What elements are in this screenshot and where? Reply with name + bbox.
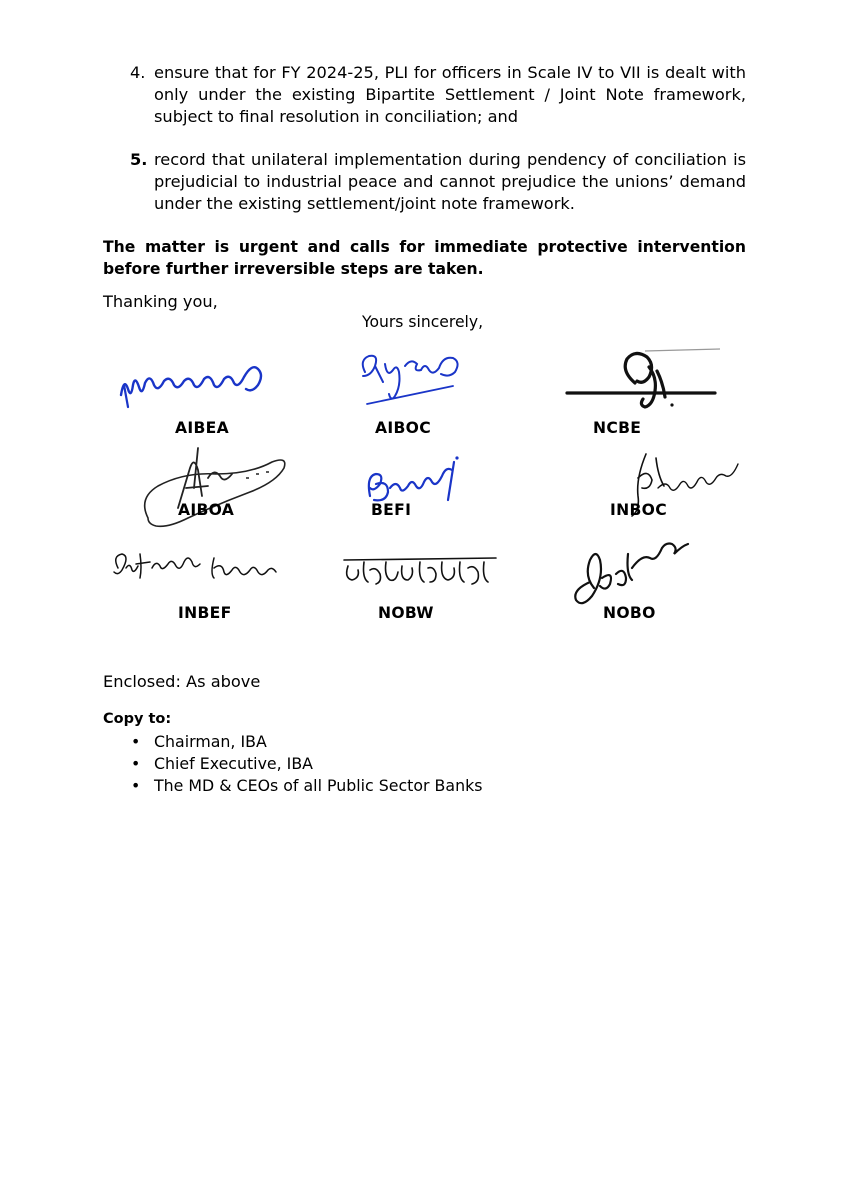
signature-nobw xyxy=(340,552,500,592)
org-label: NOBO xyxy=(603,604,656,622)
point-number: 4. xyxy=(130,63,146,82)
copy-to-item: • Chief Executive, IBA xyxy=(103,753,482,775)
point-text: ensure that for FY 2024-25, PLI for officers in Scale IV to VII is dealt with only under the existing Bipartite Settlement / Joint Note framework, subject to final resolution in conciliation; and xyxy=(154,63,746,126)
signature-aibea xyxy=(118,355,278,415)
signature-aiboc xyxy=(355,342,475,412)
copy-to-item: • The MD & CEOs of all Public Sector Banks xyxy=(103,775,482,797)
signature-ncbe xyxy=(565,347,725,417)
org-label: INBOC xyxy=(610,501,667,519)
closing-text: Thanking you, xyxy=(103,292,218,311)
enclosed-note: Enclosed: As above xyxy=(103,672,261,691)
signature-nobo xyxy=(570,534,700,609)
org-label: NOBW xyxy=(378,604,434,622)
org-label: INBEF xyxy=(178,604,232,622)
org-label: BEFI xyxy=(371,501,412,519)
org-label: AIBOC xyxy=(375,419,431,437)
signature-aiboa xyxy=(138,448,298,538)
urgent-note: The matter is urgent and calls for immediate protective intervention before further irreversible steps are taken. xyxy=(103,238,746,278)
point-5 xyxy=(104,149,746,215)
copy-to-list xyxy=(103,731,482,797)
org-label: AIBEA xyxy=(175,419,229,437)
copy-to-item: • Chairman, IBA xyxy=(103,731,482,753)
point-number: 5. xyxy=(130,150,148,169)
org-label: NCBE xyxy=(593,419,642,437)
point-4 xyxy=(104,62,746,128)
copy-to-heading: Copy to: xyxy=(103,711,172,727)
yours-sincerely: Yours sincerely, xyxy=(362,313,484,331)
org-label: AIBOA xyxy=(178,501,235,519)
signature-inbef xyxy=(110,548,280,593)
point-text: record that unilateral implementation during pendency of conciliation is prejudicial to industrial peace and cannot prejudice the unions’ demand under the existing settlement/joint note framework. xyxy=(154,150,746,213)
